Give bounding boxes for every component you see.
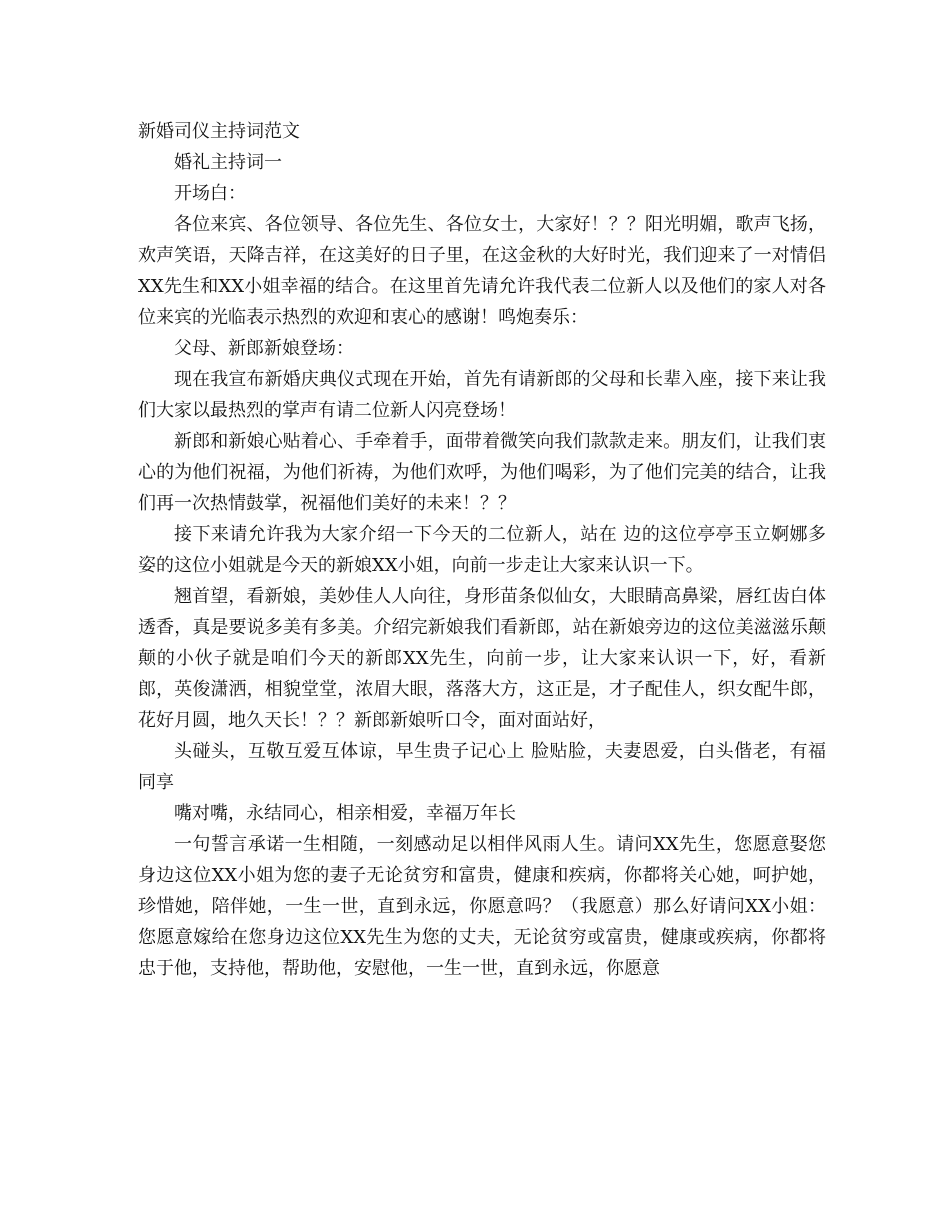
document-body [138, 116, 826, 984]
subheading-opening: 开场白： [174, 183, 246, 204]
paragraph: 一句誓言承诺一生相随，一刻感动足以相伴风雨人生。请问XX先生，您愿意娶您身边这位XX小姐为您的妻子无论贫穷和富贵，健康和疾病，你都将关心她，呵护她，珍惜她，陪伴她，一生一世，直到永远，你愿意吗？（我愿意）那么好请问XX小姐：您愿意嫁给在您身边这位XX先生为您的丈夫，无论贫穷或富贵，健康或疾病，你都将忠于他，支持他，帮助他，安慰他，一生一世，直到永远，你愿意 [138, 834, 826, 979]
section-heading: 婚礼主持词一 [174, 152, 282, 173]
paragraph: 现在我宣布新婚庆典仪式现在开始，首先有请新郎的父母和长辈入座，接下来让我们大家以最热烈的掌声有请二位新人闪亮登场！ [138, 369, 826, 421]
paragraph: 翘首望，看新娘，美妙佳人人向往，身形苗条似仙女，大眼睛高鼻梁，唇红齿白体透香，真是要说多美有多美。介绍完新娘我们看新郎，站在新娘旁边的这位美滋滋乐颠颠的小伙子就是咱们今天的新郎XX先生，向前一步，让大家来认识一下，好，看新郎，英俊潇洒，相貌堂堂，浓眉大眼，落落大方，这正是，才子配佳人，织女配牛郎，花好月圆，地久天长！？？新郎新娘听口令，面对面站好， [138, 586, 826, 731]
paragraph: 嘴对嘴，永结同心，相亲相爱，幸福万年长 [174, 803, 516, 824]
document-title: 新婚司仪主持词范文 [138, 121, 300, 142]
paragraph: 头碰头，互敬互爱互体谅，早生贵子记心上 脸贴脸，夫妻恩爱，白头偕老，有福同享 [138, 741, 826, 793]
paragraph: 接下来请允许我为大家介绍一下今天的二位新人，站在 边的这位亭亭玉立婀娜多姿的这位小姐就是今天的新娘XX小姐，向前一步走让大家来认识一下。 [138, 524, 826, 576]
subheading-entrance: 父母、新郎新娘登场： [174, 338, 354, 359]
paragraph: 新郎和新娘心贴着心、手牵着手，面带着微笑向我们款款走来。朋友们，让我们衷心的为他们祝福，为他们祈祷，为他们欢呼，为他们喝彩，为了他们完美的结合，让我们再一次热情鼓掌，祝福他们美好的未来！？？ [138, 431, 826, 514]
paragraph: 各位来宾、各位领导、各位先生、各位女士，大家好！？？阳光明媚，歌声飞扬，欢声笑语，天降吉祥，在这美好的日子里，在这金秋的大好时光，我们迎来了一对情侣XX先生和XX小姐幸福的结合。在这里首先请允许我代表二位新人以及他们的家人对各位来宾的光临表示热烈的欢迎和衷心的感谢！鸣炮奏乐： [138, 214, 826, 328]
